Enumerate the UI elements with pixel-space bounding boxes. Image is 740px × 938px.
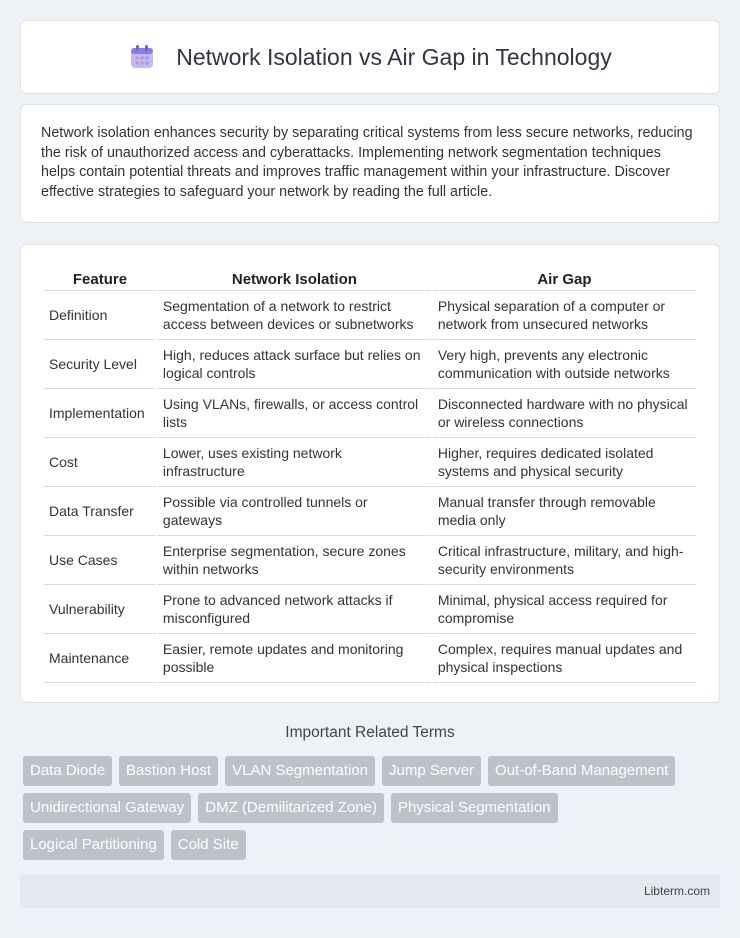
header-air-gap: Air Gap	[433, 263, 696, 291]
air-gap-cell: Higher, requires dedicated isolated systems and physical security	[433, 438, 696, 487]
tag-row	[23, 830, 723, 860]
air-gap-cell: Very high, prevents any electronic communication with outside networks	[433, 340, 696, 389]
tag-row	[23, 793, 723, 823]
feature-cell: Implementation	[44, 389, 156, 438]
footer	[20, 874, 720, 908]
table-header-row	[44, 263, 696, 291]
related-term-tag[interactable]: Physical Segmentation	[391, 793, 558, 823]
feature-cell: Maintenance	[44, 634, 156, 683]
network-isolation-cell: Prone to advanced network attacks if misconfigured	[158, 585, 431, 634]
header-feature: Feature	[44, 263, 156, 291]
feature-cell: Cost	[44, 438, 156, 487]
related-term-tag[interactable]: Unidirectional Gateway	[23, 793, 191, 823]
feature-cell: Use Cases	[44, 536, 156, 585]
network-isolation-cell: Enterprise segmentation, secure zones within networks	[158, 536, 431, 585]
air-gap-cell: Minimal, physical access required for compromise	[433, 585, 696, 634]
table-row	[44, 634, 696, 683]
intro-card	[20, 104, 720, 223]
footer-site-link[interactable]: Libterm.com	[643, 884, 710, 898]
related-term-tag[interactable]: Jump Server	[382, 756, 481, 786]
table-row	[44, 389, 696, 438]
air-gap-cell: Manual transfer through removable media only	[433, 487, 696, 536]
network-isolation-cell: Lower, uses existing network infrastructure	[158, 438, 431, 487]
related-term-tag[interactable]: Logical Partitioning	[23, 830, 164, 860]
page-title: Network Isolation vs Air Gap in Technology	[176, 43, 612, 70]
network-isolation-cell: Using VLANs, firewalls, or access control lists	[158, 389, 431, 438]
feature-cell: Security Level	[44, 340, 156, 389]
table-row	[44, 340, 696, 389]
related-term-tag[interactable]: Out-of-Band Management	[488, 756, 675, 786]
related-term-tag[interactable]: Data Diode	[23, 756, 112, 786]
air-gap-cell: Physical separation of a computer or network from unsecured networks	[433, 291, 696, 340]
related-term-tag[interactable]: VLAN Segmentation	[225, 756, 375, 786]
network-isolation-cell: Easier, remote updates and monitoring possible	[158, 634, 431, 683]
feature-cell: Vulnerability	[44, 585, 156, 634]
related-terms-tags	[23, 756, 723, 867]
network-isolation-cell: Segmentation of a network to restrict access between devices or subnetworks	[158, 291, 431, 340]
header-network-isolation: Network Isolation	[158, 263, 431, 291]
air-gap-cell: Critical infrastructure, military, and high-security environments	[433, 536, 696, 585]
table-row	[44, 487, 696, 536]
related-term-tag[interactable]: DMZ (Demilitarized Zone)	[198, 793, 384, 823]
related-term-tag[interactable]: Cold Site	[171, 830, 246, 860]
comparison-table-card	[20, 244, 720, 703]
intro-text: Network isolation enhances security by separating critical systems from less secure networks, reducing the risk of unauthorized access and cyberattacks. Implementing network segmentation techniques helps contain potential threats and improves traffic management within your infrastructure. Discover effective strategies to safeguard your network by reading the full article.	[41, 125, 693, 200]
table-row	[44, 438, 696, 487]
network-isolation-cell: Possible via controlled tunnels or gateways	[158, 487, 431, 536]
related-terms-title: Important Related Terms	[285, 724, 455, 741]
related-term-tag[interactable]: Bastion Host	[119, 756, 218, 786]
comparison-table	[42, 263, 698, 683]
title-card	[20, 20, 720, 94]
table-row	[44, 291, 696, 340]
tag-row	[23, 756, 723, 786]
air-gap-cell: Disconnected hardware with no physical or wireless connections	[433, 389, 696, 438]
network-isolation-cell: High, reduces attack surface but relies on logical controls	[158, 340, 431, 389]
feature-cell: Definition	[44, 291, 156, 340]
air-gap-cell: Complex, requires manual updates and physical inspections	[433, 634, 696, 683]
table-row	[44, 585, 696, 634]
table-row	[44, 536, 696, 585]
calendar-icon	[128, 43, 156, 71]
feature-cell: Data Transfer	[44, 487, 156, 536]
